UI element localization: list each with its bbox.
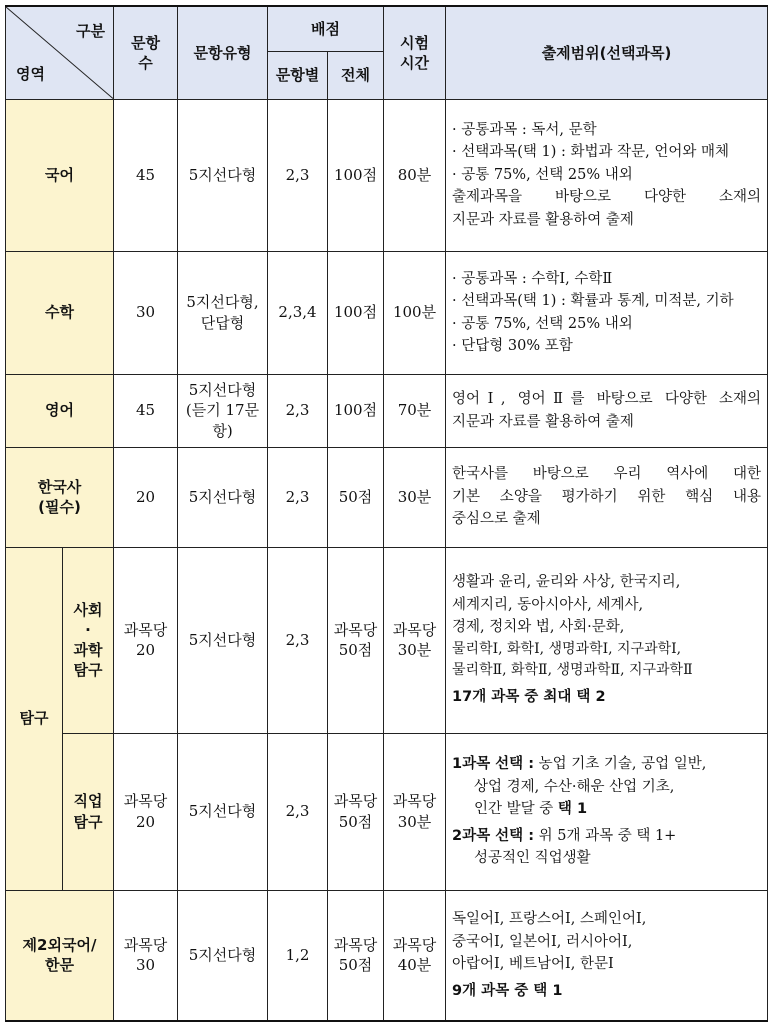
subject-social-science: 사회 · 과학 탐구 xyxy=(63,547,114,733)
english-range xyxy=(446,374,768,447)
range-line: 물리학Ⅰ, 화학Ⅰ, 생명과학Ⅰ, 지구과학Ⅰ, xyxy=(452,640,682,657)
math-time: 100분 xyxy=(384,251,446,374)
math-range xyxy=(446,251,768,374)
subject-foreign-language: 제2외국어/ 한문 xyxy=(6,890,114,1021)
foreign-per-item: 1,2 xyxy=(268,890,328,1021)
header-count: 문항 수 xyxy=(114,6,178,99)
foreign-range xyxy=(446,890,768,1021)
english-count: 45 xyxy=(114,374,178,447)
history-range xyxy=(446,447,768,547)
range-line: 영어Ⅰ, 영어Ⅱ를 바탕으로 다양한 소재의 xyxy=(452,391,762,408)
korean-time: 80분 xyxy=(384,99,446,251)
korean-total: 100점 xyxy=(328,99,384,251)
korean-count: 45 xyxy=(114,99,178,251)
foreign-time: 과목당 40분 xyxy=(384,890,446,1021)
english-total: 100점 xyxy=(328,374,384,447)
social-time: 과목당 30분 xyxy=(384,547,446,733)
range-line: · 공통 75%, 선택 25% 내외 xyxy=(452,166,633,183)
vocational-type: 5지선다형 xyxy=(178,733,268,890)
range-line: 중심으로 출제 xyxy=(452,511,541,528)
social-count: 과목당 20 xyxy=(114,547,178,733)
subject-vocational: 직업 탐구 xyxy=(63,733,114,890)
header-gubun: 구분 xyxy=(76,22,105,40)
header-time: 시험 시간 xyxy=(384,6,446,99)
range-line: · 공통과목 : 수학Ⅰ, 수학Ⅱ xyxy=(452,270,613,287)
english-time: 70분 xyxy=(384,374,446,447)
vocational-range xyxy=(446,733,768,890)
foreign-type: 5지선다형 xyxy=(178,890,268,1021)
vocational-time: 과목당 30분 xyxy=(384,733,446,890)
range-line: · 공통 75%, 선택 25% 내외 xyxy=(452,315,633,332)
math-type: 5지선다형, 단답형 xyxy=(178,251,268,374)
subject-inquiry: 탐구 xyxy=(6,547,63,890)
range-line: · 공통과목 : 독서, 문학 xyxy=(452,121,597,138)
range-line: 세계지리, 동아시아사, 세계사, xyxy=(452,596,644,613)
history-total: 50점 xyxy=(328,447,384,547)
subject-english: 영어 xyxy=(6,374,114,447)
social-per-item: 2,3 xyxy=(268,547,328,733)
social-range xyxy=(446,547,768,733)
korean-range xyxy=(446,99,768,251)
header-range: 출제범위(선택과목) xyxy=(446,6,768,99)
range-line: 출제과목을 바탕으로 다양한 소재의 xyxy=(452,189,762,206)
math-total: 100점 xyxy=(328,251,384,374)
social-type: 5지선다형 xyxy=(178,547,268,733)
header-score: 배점 xyxy=(268,6,384,51)
subject-korean: 국어 xyxy=(6,99,114,251)
vocational-count: 과목당 20 xyxy=(114,733,178,890)
english-per-item: 2,3 xyxy=(268,374,328,447)
foreign-total: 과목당 50점 xyxy=(328,890,384,1021)
vocational-total: 과목당 50점 xyxy=(328,733,384,890)
header-yeongyeok: 영역 xyxy=(16,65,45,84)
range-line: 독일어Ⅰ, 프랑스어Ⅰ, 스페인어Ⅰ, xyxy=(452,911,647,928)
range-line: 17개 과목 중 최대 택 2 xyxy=(452,689,606,706)
range-line: 상업 경제, 수산·해운 산업 기초, xyxy=(474,778,675,795)
range-line: 생활과 윤리, 윤리와 사상, 한국지리, xyxy=(452,574,681,591)
range-line: 지문과 자료를 활용하여 출제 xyxy=(452,211,634,228)
range-line: 2과목 선택 : 위 5개 과목 중 택 1+ xyxy=(452,827,677,844)
header-per-item: 문항별 xyxy=(268,51,328,99)
foreign-count: 과목당 30 xyxy=(114,890,178,1021)
range-line: 물리학Ⅱ, 화학Ⅱ, 생명과학Ⅱ, 지구과학Ⅱ xyxy=(452,662,693,679)
range-line: 기본 소양을 평가하기 위한 핵심 내용 xyxy=(452,488,762,505)
history-per-item: 2,3 xyxy=(268,447,328,547)
subject-math: 수학 xyxy=(6,251,114,374)
range-line: 9개 과목 중 택 1 xyxy=(452,982,563,999)
header-diagonal-cell xyxy=(6,6,114,99)
range-line: 한국사를 바탕으로 우리 역사에 대한 xyxy=(452,466,762,483)
subject-korean-history: 한국사 (필수) xyxy=(6,447,114,547)
range-line: 지문과 자료를 활용하여 출제 xyxy=(452,413,634,430)
range-line: · 선택과목(택 1) : 화법과 작문, 언어와 매체 xyxy=(452,144,730,161)
math-count: 30 xyxy=(114,251,178,374)
vocational-per-item: 2,3 xyxy=(268,733,328,890)
history-count: 20 xyxy=(114,447,178,547)
exam-table xyxy=(5,5,768,1022)
range-line: 중국어Ⅰ, 일본어Ⅰ, 러시아어Ⅰ, xyxy=(452,933,633,950)
range-line: 경제, 정치와 법, 사회·문화, xyxy=(452,619,625,636)
header-total: 전체 xyxy=(328,51,384,99)
range-line: · 단답형 30% 포함 xyxy=(452,337,573,354)
math-per-item: 2,3,4 xyxy=(268,251,328,374)
header-type: 문항유형 xyxy=(178,6,268,99)
range-line: 아랍어Ⅰ, 베트남어Ⅰ, 한문Ⅰ xyxy=(452,956,614,973)
range-line: 1과목 선택 : 농업 기초 기술, 공업 일반, xyxy=(452,756,707,773)
range-line: 성공적인 직업생활 xyxy=(474,850,591,867)
range-line: · 선택과목(택 1) : 확률과 통계, 미적분, 기하 xyxy=(452,293,734,310)
korean-per-item: 2,3 xyxy=(268,99,328,251)
history-time: 30분 xyxy=(384,447,446,547)
english-type: 5지선다형 (듣기 17문항) xyxy=(178,374,268,447)
korean-type: 5지선다형 xyxy=(178,99,268,251)
history-type: 5지선다형 xyxy=(178,447,268,547)
range-line: 인간 발달 중 택 1 xyxy=(474,801,588,818)
social-total: 과목당 50점 xyxy=(328,547,384,733)
